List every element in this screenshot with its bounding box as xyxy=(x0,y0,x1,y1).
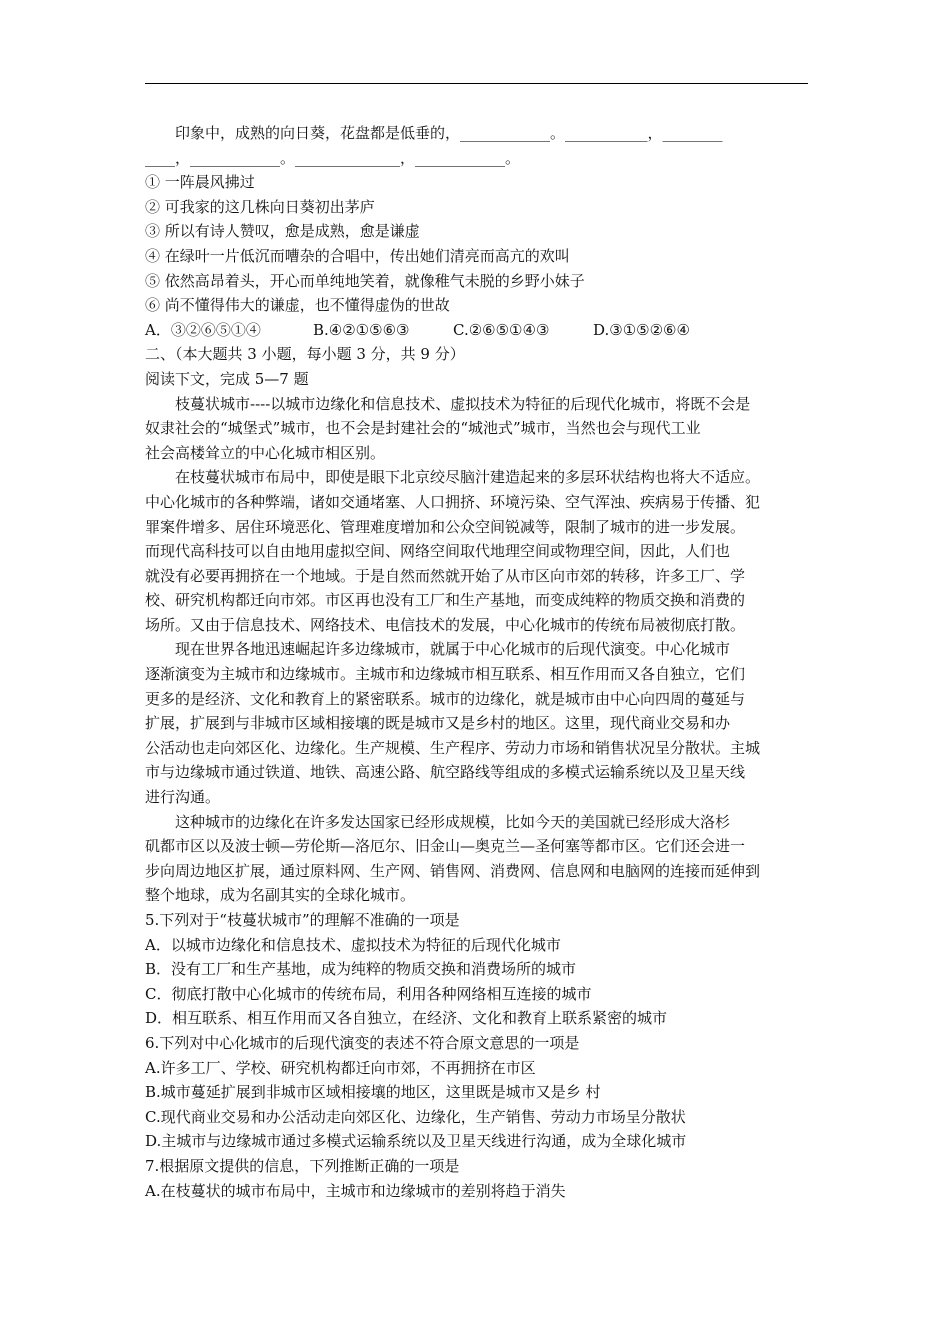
header-rule xyxy=(145,83,808,84)
passage-line: 公活动也走向郊区化、边缘化。生产规模、生产程序、劳动力市场和销售状况呈分散状。主城 xyxy=(145,738,761,757)
passage-line: 逐渐演变为主城市和边缘城市。主城市和边缘城市相互联系、相互作用而又各自独立，它们 xyxy=(145,665,746,684)
q4-stem-line1: 印象中，成熟的向日葵，花盘都是低垂的，____________。___________，________ xyxy=(175,124,723,142)
passage-line: 校、研究机构都迁向市郊。市区再也没有工厂和生产基地，而变成纯粹的物质交换和消费的 xyxy=(145,591,746,610)
q4-option-d: D.③①⑤②⑥④ xyxy=(593,320,690,339)
q6-option-c: C.现代商业交易和办公活动走向郊区化、边缘化，生产销售、劳动力市场呈分散状 xyxy=(145,1107,686,1126)
q4-item-5: ⑤ 依然高昂着头，开心而单纯地笑着，就像稚气未脱的乡野小妹子 xyxy=(145,271,585,290)
q4-stem-line2: ____，____________。______________，____________。 xyxy=(145,148,521,167)
q6-option-d: D.主城市与边缘城市通过多模式运输系统以及卫星天线进行沟通，成为全球化城市 xyxy=(145,1132,687,1151)
q4-item-4: ④ 在绿叶一片低沉而嘈杂的合唱中，传出她们清亮而高亢的欢叫 xyxy=(145,246,570,265)
q4-item-3: ③ 所以有诗人赞叹，愈是成熟，愈是谦虚 xyxy=(145,222,420,241)
passage-line: 这种城市的边缘化在许多发达国家已经形成规模，比如今天的美国就已经形成大洛杉 xyxy=(175,812,731,831)
passage-line: 进行沟通。 xyxy=(145,788,221,807)
passage-line: 市与边缘城市通过铁道、地铁、高速公路、航空路线等组成的多模式运输系统以及卫星天线 xyxy=(145,763,746,782)
q6-stem: 6.下列对中心化城市的后现代演变的表述不符合原文意思的一项是 xyxy=(145,1033,580,1052)
passage-line: 在枝蔓状城市布局中，即使是眼下北京绞尽脑汁建造起来的多层环状结构也将大不适应。 xyxy=(175,468,761,487)
passage-line: 奴隶社会的“城堡式”城市，也不会是封建社会的“城池式”城市，当然也会与现代工业 xyxy=(145,419,701,438)
passage-line: 中心化城市的各种弊端，诸如交通堵塞、人口拥挤、环境污染、空气浑浊、疾病易于传播、犯 xyxy=(145,492,761,511)
q6-option-a: A.许多工厂、学校、研究机构都迁向市郊，不再拥挤在市区 xyxy=(145,1058,536,1077)
q4-item-2: ② 可我家的这几株向日葵初出茅庐 xyxy=(145,197,375,216)
passage-line: 而现代高科技可以自由地用虚拟空间、网络空间取代地理空间或物理空间，因此，人们也 xyxy=(145,542,731,561)
q5-option-c: C．彻底打散中心化城市的传统布局，利用各种网络相互连接的城市 xyxy=(145,984,592,1003)
q7-stem: 7.根据原文提供的信息，下列推断正确的一项是 xyxy=(145,1156,460,1175)
passage-line: 场所。又由于信息技术、网络技术、电信技术的发展，中心化城市的传统布局被彻底打散。 xyxy=(145,615,746,634)
q4-options xyxy=(145,318,810,343)
q7-option-a: A.在枝蔓状的城市布局中，主城市和边缘城市的差别将趋于消失 xyxy=(145,1181,566,1200)
passage-line: 更多的是经济、文化和教育上的紧密联系。城市的边缘化，就是城市由中心向四周的蔓延与 xyxy=(145,689,746,708)
passage-line: 枝蔓状城市----以城市边缘化和信息技术、虚拟技术为特征的后现代化城市，将既不会是 xyxy=(175,394,751,413)
passage-line: 步向周边地区扩展，通过原料网、生产网、销售网、消费网、信息网和电脑网的连接而延伸到 xyxy=(145,861,761,880)
q4-option-c: C.②⑥⑤①④③ xyxy=(453,320,550,339)
section2-instruction: 阅读下文，完成 5—7 题 xyxy=(145,369,309,388)
passage-line: 矶都市区以及波士顿—劳伦斯—洛厄尔、旧金山—奥克兰—圣何塞等都市区。它们还会进一 xyxy=(145,837,746,856)
passage-line: 就没有必要再拥挤在一个地域。于是自然而然就开始了从市区向市郊的转移，许多工厂、学 xyxy=(145,566,746,585)
passage-line: 扩展，扩展到与非城市区域相接壤的既是城市又是乡村的地区。这里，现代商业交易和办 xyxy=(145,714,731,733)
q5-stem: 5.下列对于“枝蔓状城市”的理解不准确的一项是 xyxy=(145,911,460,929)
reading-passage xyxy=(145,392,810,908)
passage-line: 整个地球，成为名副其实的全球化城市。 xyxy=(145,886,416,905)
q4-option-b: B.④②①⑤⑥③ xyxy=(313,320,410,339)
q4-item-1: ① 一阵晨风拂过 xyxy=(145,173,255,192)
passage-line: 罪案件增多、居住环境恶化、管理难度增加和公众空间锐减等，限制了城市的进一步发展。 xyxy=(145,517,746,536)
q5-option-b: B．没有工厂和生产基地，成为纯粹的物质交换和消费场所的城市 xyxy=(145,960,577,979)
passage-line: 现在世界各地迅速崛起许多边缘城市，就属于中心化城市的后现代演变。中心化城市 xyxy=(175,640,731,659)
q6-option-b: B.城市蔓延扩展到非城市区域相接壤的地区，这里既是城市又是乡 村 xyxy=(145,1083,601,1102)
section2-heading: 二、（本大题共 3 小题，每小题 3 分，共 9 分） xyxy=(145,345,465,364)
q4-option-a: A．③②⑥⑤①④ xyxy=(145,320,261,339)
q5-option-a: A．以城市边缘化和信息技术、虚拟技术为特征的后现代化城市 xyxy=(145,935,561,954)
q4-item-6: ⑥ 尚不懂得伟大的谦虚，也不懂得虚伪的世故 xyxy=(145,296,450,315)
passage-line: 社会高楼耸立的中心化城市相区别。 xyxy=(145,443,386,462)
document-body xyxy=(145,121,810,1203)
q5-option-d: D．相互联系、相互作用而又各自独立，在经济、文化和教育上联系紧密的城市 xyxy=(145,1009,668,1028)
